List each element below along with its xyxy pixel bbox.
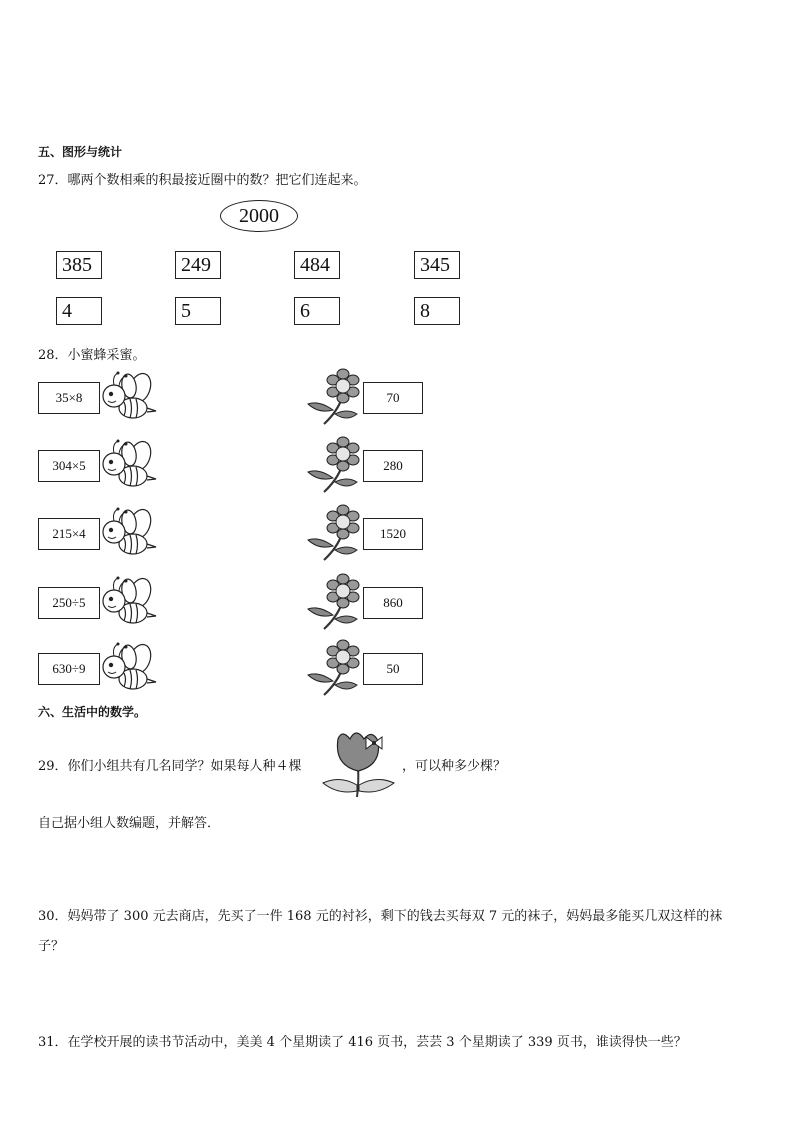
question-30-line1: 30．妈妈带了 300 元去商店，先买了一件 168 元的衬衫，剩下的钱去买每双 7 元的袜子，妈妈最多能买几双这样的袜 xyxy=(38,909,723,924)
result-box[interactable]: 860 xyxy=(363,587,423,619)
result-box[interactable]: 280 xyxy=(363,450,423,482)
section-title: 五、图形与统计 xyxy=(38,145,123,159)
top-number-box[interactable]: 345 xyxy=(414,251,460,279)
bottom-number-box[interactable]: 6 xyxy=(294,297,340,325)
bottom-number-box[interactable]: 5 xyxy=(175,297,221,325)
question-29-text-end: ，可以种多少棵？ xyxy=(402,759,507,774)
top-number-box[interactable]: 385 xyxy=(56,251,102,279)
expression-box[interactable]: 250÷5 xyxy=(38,587,100,619)
expression-box[interactable]: 630÷9 xyxy=(38,653,100,685)
expression-box[interactable]: 304×5 xyxy=(38,450,100,482)
question-31-text: 31．在学校开展的读书节活动中，美美 4 个星期读了 416 页书，芸芸 3 个星期读了 339 页书，谁读得快一些？ xyxy=(38,1035,687,1050)
target-number-oval: 2000 xyxy=(220,200,298,232)
flower-icon xyxy=(305,641,359,697)
top-number-box[interactable]: 249 xyxy=(175,251,221,279)
bee-icon xyxy=(100,438,160,494)
question-29-text: 29．你们小组共有几名同学？如果每人种４棵 xyxy=(38,759,302,774)
bee-icon xyxy=(100,575,160,631)
flower-icon xyxy=(305,370,359,426)
result-box[interactable]: 1520 xyxy=(363,518,423,550)
question-29-subtext: 自己据小组人数编题，并解答． xyxy=(38,816,221,831)
tulip-icon xyxy=(318,725,400,799)
expression-box[interactable]: 215×4 xyxy=(38,518,100,550)
flower-icon xyxy=(305,575,359,631)
question-27-text: 27．哪两个数相乘的积最接近圈中的数？把它们连起来。 xyxy=(38,173,367,188)
result-box[interactable]: 50 xyxy=(363,653,423,685)
bottom-number-box[interactable]: 4 xyxy=(56,297,102,325)
expression-box[interactable]: 35×8 xyxy=(38,382,100,414)
flower-icon xyxy=(305,438,359,494)
bee-icon xyxy=(100,641,160,697)
question-30-line2: 子？ xyxy=(38,939,65,954)
top-number-box[interactable]: 484 xyxy=(294,251,340,279)
result-box[interactable]: 70 xyxy=(363,382,423,414)
bottom-number-box[interactable]: 8 xyxy=(414,297,460,325)
bee-icon xyxy=(100,370,160,426)
bee-icon xyxy=(100,506,160,562)
question-28-text: 28．小蜜蜂采蜜。 xyxy=(38,348,146,363)
flower-icon xyxy=(305,506,359,562)
section-title: 六、生活中的数学。 xyxy=(38,705,147,719)
